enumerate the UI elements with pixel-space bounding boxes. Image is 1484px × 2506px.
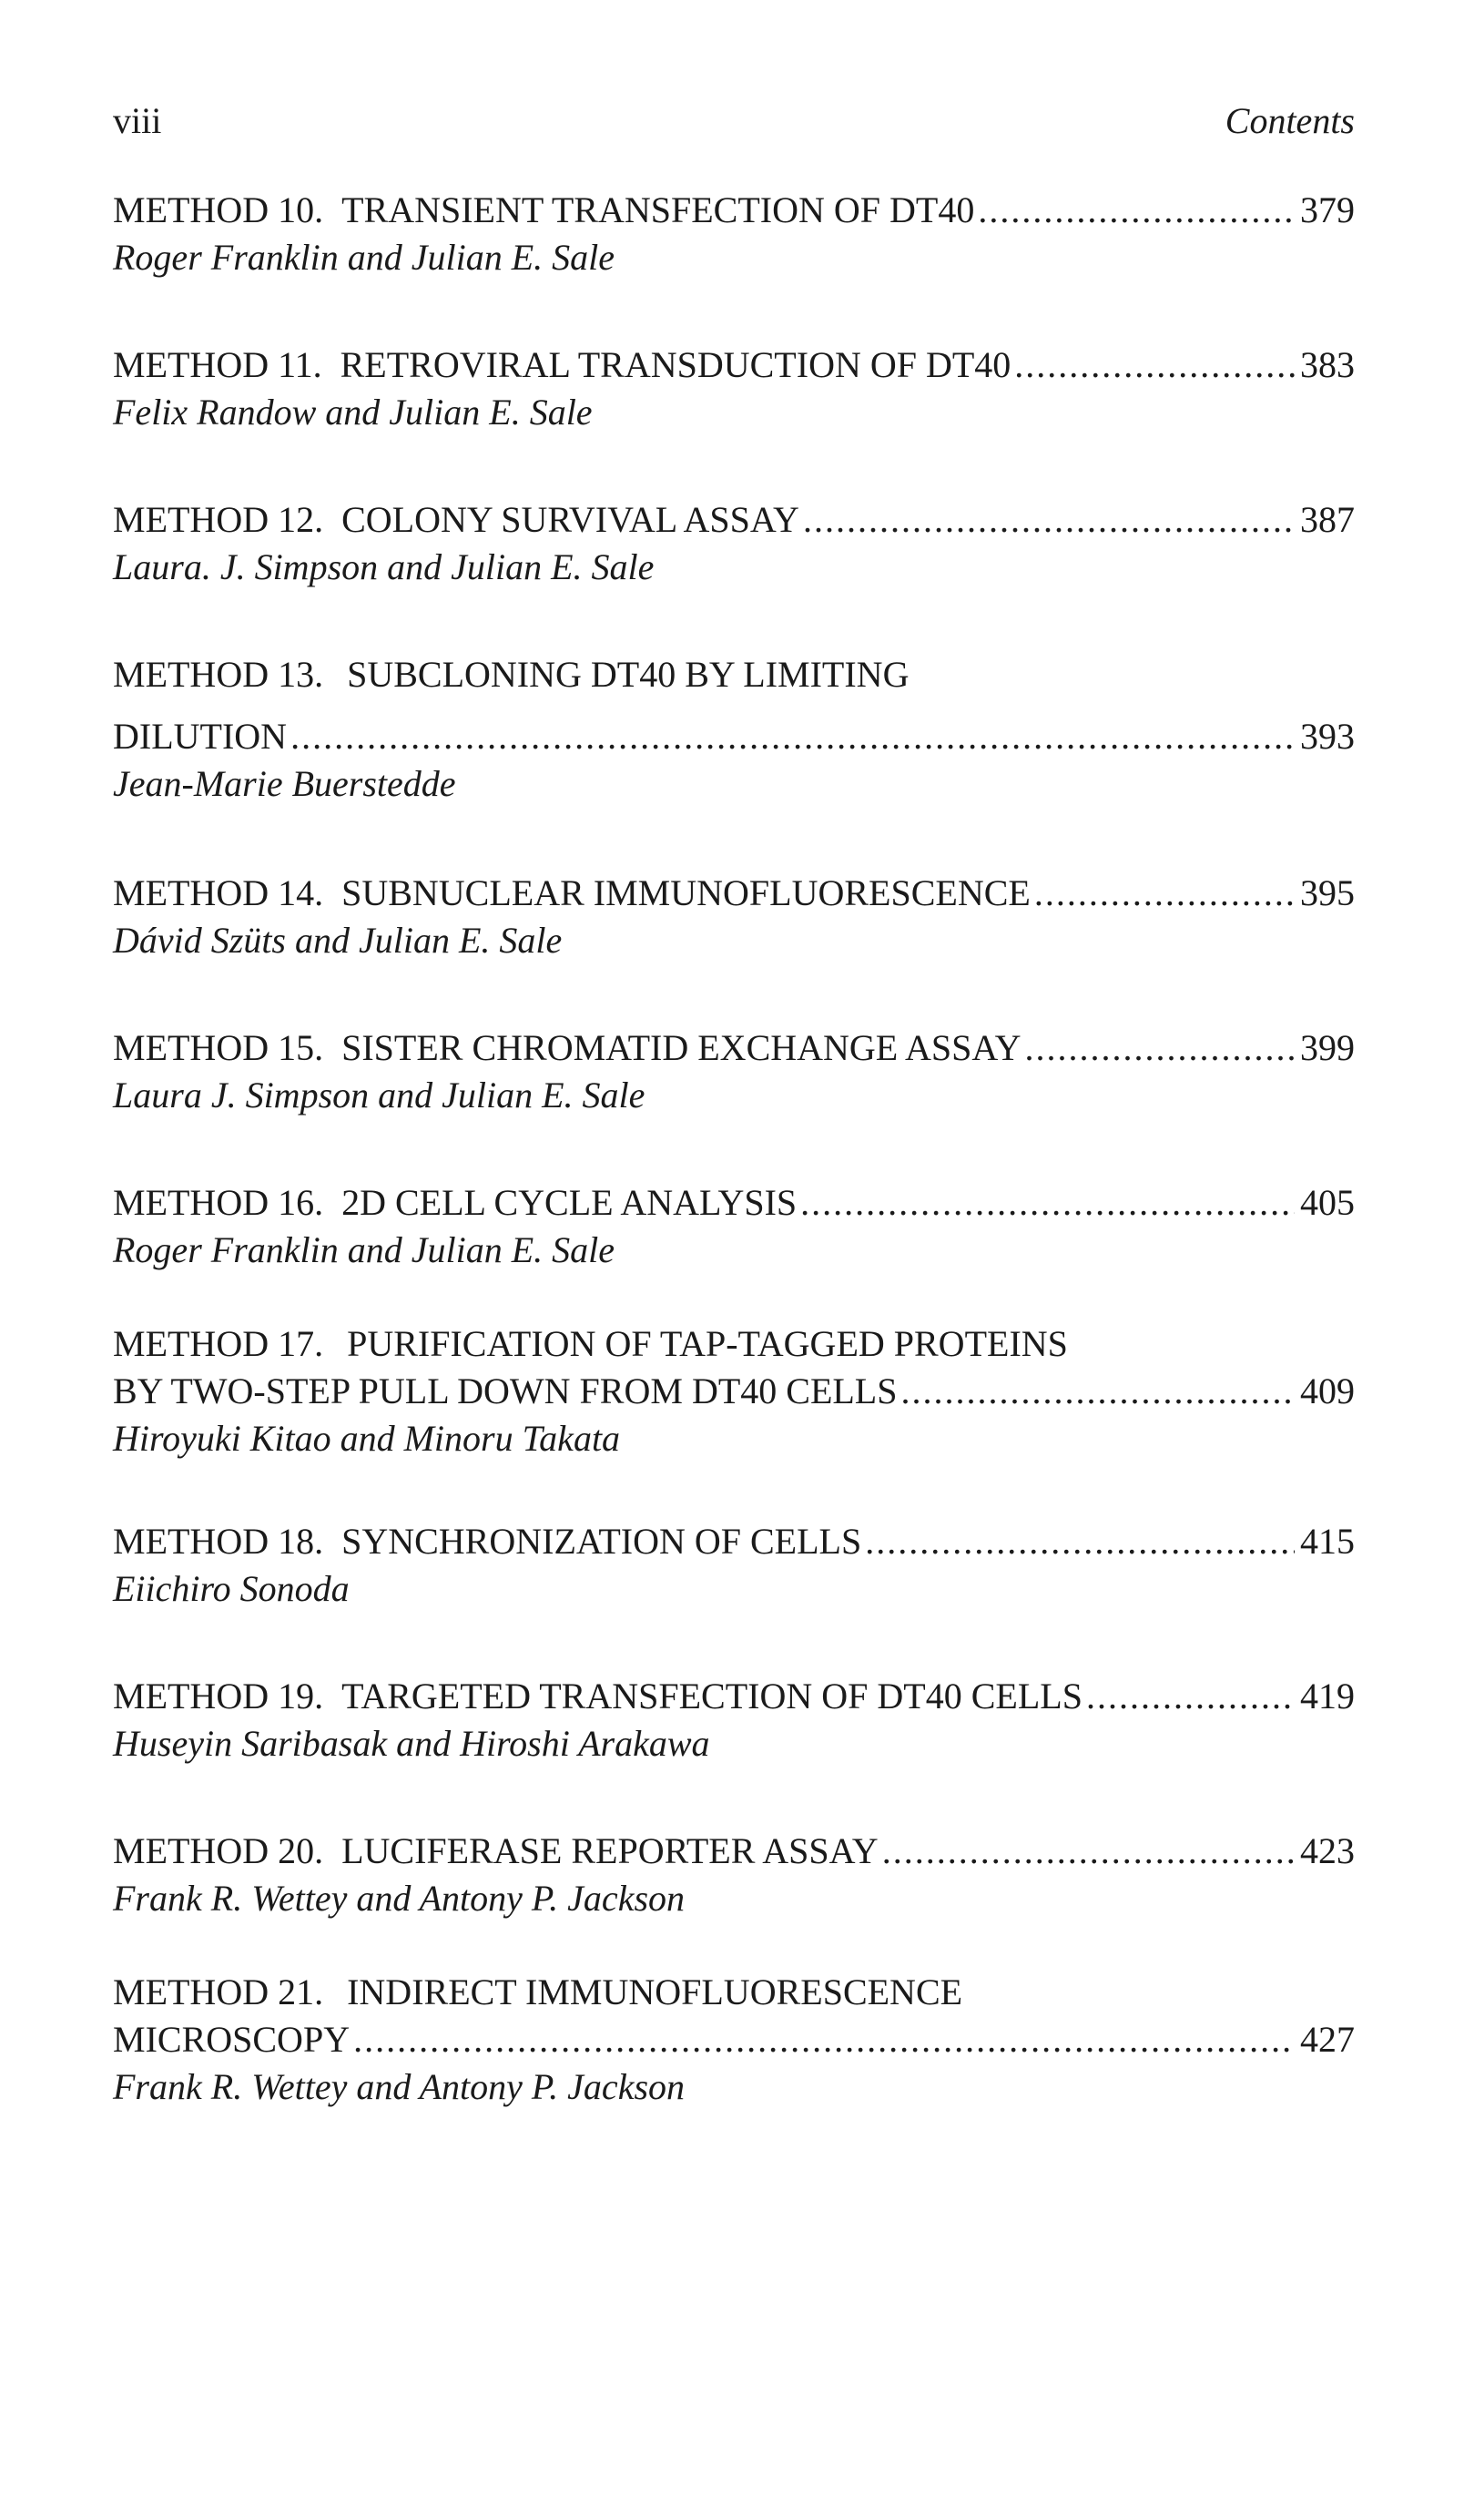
toc-authors: Dávid Szüts and Julian E. Sale <box>113 920 563 961</box>
toc-authors: Laura. J. Simpson and Julian E. Sale <box>113 546 655 587</box>
toc-entry[interactable] <box>113 187 1355 281</box>
toc-title-line[interactable] <box>113 1179 1355 1227</box>
toc-authors: Hiroyuki Kitao and Minoru Takata <box>113 1418 621 1459</box>
toc-authors: Jean-Marie Buerstedde <box>113 763 456 804</box>
toc-method-name: RETROVIRAL TRANSDUCTION OF DT40 <box>340 344 1011 385</box>
toc-page-number: 427 <box>1300 2019 1355 2060</box>
dot-leader <box>353 2016 1295 2063</box>
toc-authors: Roger Franklin and Julian E. Sale <box>113 237 615 278</box>
toc-entry[interactable] <box>113 1518 1355 1613</box>
toc-method-title <box>113 187 974 234</box>
toc-method-title <box>113 1518 861 1565</box>
toc-method-number: METHOD 10. <box>113 189 324 230</box>
toc-page-number: 383 <box>1300 344 1355 385</box>
dot-leader <box>882 1828 1295 1875</box>
toc-title-line[interactable] <box>113 1828 1355 1875</box>
toc-entry[interactable] <box>113 1179 1355 1274</box>
toc-entry[interactable] <box>113 651 1355 808</box>
toc-method-name: SUBCLONING DT40 BY LIMITING <box>347 654 910 695</box>
toc-page-number: 415 <box>1300 1521 1355 1562</box>
toc-title-first-line[interactable] <box>113 651 1355 698</box>
dot-leader <box>800 1179 1295 1227</box>
toc-method-name: 2D CELL CYCLE ANALYSIS <box>341 1182 798 1223</box>
toc-method-name: INDIRECT IMMUNOFLUORESCENCE <box>347 1971 963 2012</box>
toc-method-name: SYNCHRONIZATION OF CELLS <box>341 1521 862 1562</box>
toc-title-line[interactable] <box>113 1368 1355 1415</box>
toc-method-title <box>113 1828 879 1875</box>
toc-method-name-continued: BY TWO-STEP PULL DOWN FROM DT40 CELLS <box>113 1370 898 1411</box>
toc-method-title <box>113 1179 797 1227</box>
toc-method-number: METHOD 17. <box>113 1323 324 1364</box>
toc-entry[interactable] <box>113 1024 1355 1119</box>
toc-method-name-continued: DILUTION <box>113 716 288 757</box>
toc-method-name-continued: MICROSCOPY <box>113 2019 351 2060</box>
toc-method-number: METHOD 18. <box>113 1521 324 1562</box>
dot-leader <box>900 1368 1295 1415</box>
toc-page-number: 393 <box>1300 716 1355 757</box>
toc-page-number: 399 <box>1300 1027 1355 1068</box>
toc-method-name: SUBNUCLEAR IMMUNOFLUORESCENCE <box>341 872 1031 913</box>
toc-authors: Laura J. Simpson and Julian E. Sale <box>113 1075 645 1115</box>
toc-entry[interactable] <box>113 1828 1355 1922</box>
toc-method-number: METHOD 21. <box>113 1971 324 2012</box>
dot-leader <box>1086 1673 1295 1720</box>
toc-method-name: PURIFICATION OF TAP-TAGGED PROTEINS <box>347 1323 1068 1364</box>
dot-leader <box>803 496 1295 544</box>
toc-method-number: METHOD 15. <box>113 1027 324 1068</box>
toc-title-line[interactable] <box>113 1518 1355 1565</box>
toc-authors: Frank R. Wettey and Antony P. Jackson <box>113 2066 686 2107</box>
toc-method-number: METHOD 14. <box>113 872 324 913</box>
toc-method-title <box>113 870 1031 917</box>
toc-page-number: 379 <box>1300 189 1355 230</box>
toc-method-number: METHOD 19. <box>113 1676 324 1717</box>
toc-method-title <box>113 496 799 544</box>
toc-page-number: 405 <box>1300 1182 1355 1223</box>
toc-page-number: 387 <box>1300 499 1355 540</box>
toc-title-line[interactable] <box>113 1024 1355 1072</box>
toc-entry[interactable] <box>113 1320 1355 1462</box>
toc-title-line[interactable] <box>113 870 1355 917</box>
toc-entry[interactable] <box>113 870 1355 964</box>
toc-method-name: COLONY SURVIVAL ASSAY <box>341 499 799 540</box>
toc-method-title <box>113 1024 1022 1072</box>
toc-method-number: METHOD 11. <box>113 344 322 385</box>
dot-leader <box>1025 1024 1296 1072</box>
toc-page-number: 419 <box>1300 1676 1355 1717</box>
dot-leader <box>1014 341 1295 389</box>
toc-method-name: TRANSIENT TRANSFECTION OF DT40 <box>341 189 975 230</box>
toc-title-line[interactable] <box>113 713 1355 760</box>
toc-title-line[interactable] <box>113 496 1355 544</box>
dot-leader <box>290 713 1295 760</box>
toc-entry[interactable] <box>113 1969 1355 2111</box>
toc-method-number: METHOD 12. <box>113 499 324 540</box>
toc-title-first-line[interactable] <box>113 1969 1355 2016</box>
toc-method-title <box>113 1673 1083 1720</box>
toc-title-first-line[interactable] <box>113 1320 1355 1368</box>
dot-leader <box>1034 870 1295 917</box>
toc-title-line[interactable] <box>113 187 1355 234</box>
toc-authors: Frank R. Wettey and Antony P. Jackson <box>113 1878 686 1919</box>
toc-page-number: 423 <box>1300 1830 1355 1871</box>
page-header <box>113 98 1355 144</box>
page-folio: viii <box>113 100 162 141</box>
running-title: Contents <box>1225 100 1355 141</box>
toc-authors: Felix Randow and Julian E. Sale <box>113 392 593 433</box>
toc-authors: Roger Franklin and Julian E. Sale <box>113 1229 615 1270</box>
toc-method-number: METHOD 16. <box>113 1182 324 1223</box>
toc-entry[interactable] <box>113 341 1355 436</box>
dot-leader <box>978 187 1295 234</box>
toc-entry[interactable] <box>113 1673 1355 1767</box>
toc-method-name: SISTER CHROMATID EXCHANGE ASSAY <box>341 1027 1022 1068</box>
toc-title-line[interactable] <box>113 1673 1355 1720</box>
toc-method-number: METHOD 20. <box>113 1830 324 1871</box>
toc-authors: Huseyin Saribasak and Hiroshi Arakawa <box>113 1723 710 1764</box>
toc-method-name: LUCIFERASE REPORTER ASSAY <box>341 1830 879 1871</box>
dot-leader <box>865 1518 1295 1565</box>
toc-page-number: 395 <box>1300 872 1355 913</box>
toc-authors: Eiichiro Sonoda <box>113 1568 350 1609</box>
toc-method-name: TARGETED TRANSFECTION OF DT40 CELLS <box>341 1676 1083 1717</box>
toc-method-title <box>113 341 1011 389</box>
toc-title-line[interactable] <box>113 2016 1355 2063</box>
toc-page-number: 409 <box>1300 1370 1355 1411</box>
toc-title-line[interactable] <box>113 341 1355 389</box>
toc-method-number: METHOD 13. <box>113 654 324 695</box>
toc-entry[interactable] <box>113 496 1355 591</box>
